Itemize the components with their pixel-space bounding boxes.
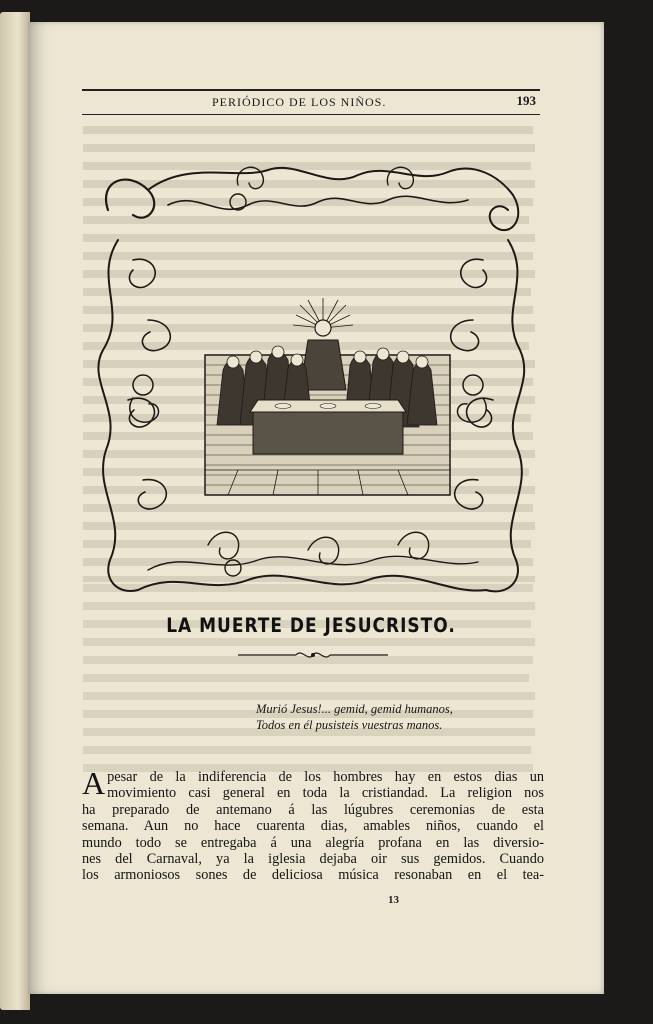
body-line: los armoniosos sones de deliciosa música resonaban en el tea-: [82, 867, 544, 884]
body-line: ha preparado de antemano á las lúgubres ceremonias de esta: [82, 801, 544, 818]
epigraph-line: Todos en él pusisteis vuestras manos.: [256, 718, 443, 732]
body-line: mundo todo se entregaba á una alegría profana en las diversio-: [82, 834, 544, 851]
printer-signature: 13: [388, 894, 399, 906]
book-page: [28, 22, 604, 994]
drop-cap: A: [82, 765, 106, 801]
epigraph-line: Murió Jesus!... gemid, gemid humanos,: [256, 702, 453, 716]
last-supper-engraving: [88, 150, 534, 600]
epigraph: [256, 701, 546, 733]
running-title: PERIÓDICO DE LOS NIÑOS.: [212, 95, 387, 109]
article-body: [82, 765, 544, 884]
running-head: [82, 93, 540, 111]
book-spine: [0, 12, 30, 1010]
body-line: semana. Aun no hace cuarenta dias, amables niños, cuando el: [82, 818, 544, 835]
header-rule-top: [82, 89, 540, 91]
title-ornament-rule: [238, 648, 388, 662]
article-title: LA MUERTE DE JESUCRISTO.: [166, 614, 456, 638]
body-line: movimiento casi general en toda la cristiandad. La religion nos: [107, 785, 544, 802]
show-through-texture-lower: [83, 578, 539, 778]
header-rule-bottom: [82, 114, 540, 115]
body-line: pesar de la indiferencia de los hombres hay en estos dias un: [107, 769, 544, 785]
body-line: nes del Carnaval, ya la iglesia dejaba oir sus gemidos. Cuando: [82, 851, 544, 868]
page-number: 193: [516, 93, 536, 108]
